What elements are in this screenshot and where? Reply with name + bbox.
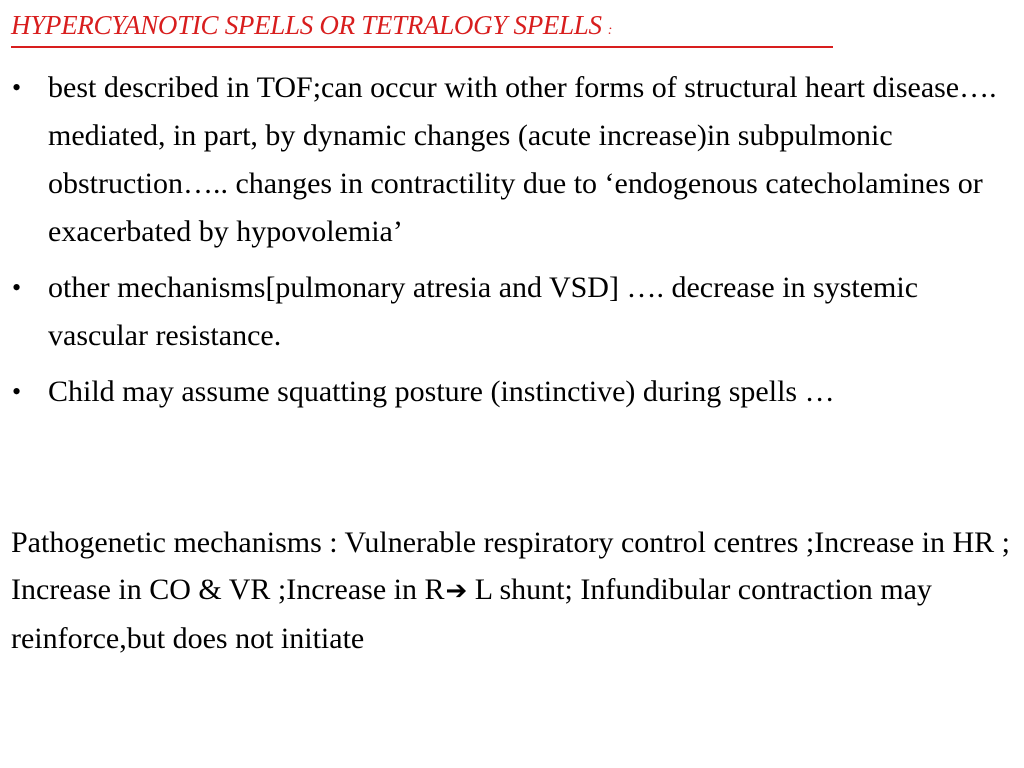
pathogenetic-mechanisms-paragraph xyxy=(11,519,1016,662)
right-arrow-icon: ➔ xyxy=(445,576,468,606)
bullet-text: best described in TOF;can occur with other forms of structural heart disease…. mediated, in part, by dynamic changes (acute increase)in subpulmonic obstruction….. changes in contractility due to ‘endogenous catecholamines or exacerbated by hypovolemia’ xyxy=(48,71,997,248)
bullet-dot-icon: • xyxy=(12,73,22,102)
bullet-text: Child may assume squatting posture (instinctive) during spells … xyxy=(48,375,835,408)
title-underline xyxy=(11,46,833,48)
paragraph-text-start: Pathogenetic mechanisms : Vulnerable respiratory control centres ;Increase in HR ; Increase in CO & VR ;Increase in R xyxy=(11,526,1010,606)
bullet-list xyxy=(0,64,1010,424)
bullet-dot-icon: • xyxy=(12,273,22,302)
paragraph-text-end: L shunt; Infundibular contraction may reinforce,but does not initiate xyxy=(11,573,932,655)
bullet-item xyxy=(0,264,1010,360)
bullet-item xyxy=(0,64,1010,256)
bullet-item xyxy=(0,368,1010,416)
bullet-text: other mechanisms[pulmonary atresia and VSD] …. decrease in systemic vascular resistance. xyxy=(48,271,919,352)
slide-title-colon: : xyxy=(607,23,613,38)
slide-title xyxy=(11,8,612,48)
bullet-dot-icon: • xyxy=(12,377,22,406)
slide-title-text: HYPERCYANOTIC SPELLS OR TETRALOGY SPELLS xyxy=(11,10,602,40)
